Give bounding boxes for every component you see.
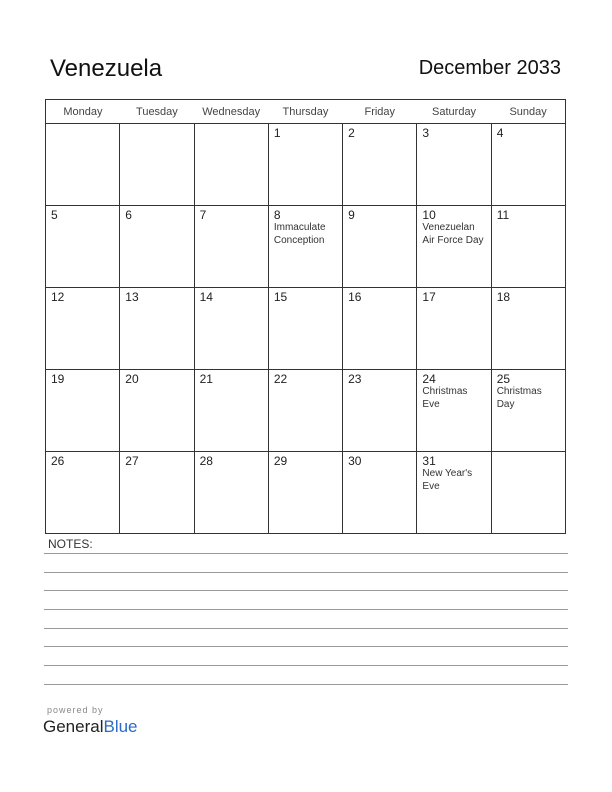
holiday-label: Christmas Eve — [422, 386, 468, 410]
day-cell — [46, 370, 120, 452]
notes-label: NOTES: — [48, 537, 93, 551]
day-number: 5 — [51, 208, 58, 222]
weekday-header-row — [46, 100, 566, 124]
weekday-wednesday: Wednesday — [194, 100, 268, 124]
day-cell — [417, 124, 491, 206]
generalblue-logo — [43, 717, 138, 737]
week-row — [46, 288, 566, 370]
day-number: 12 — [51, 290, 65, 304]
day-cell — [491, 370, 565, 452]
day-number: 24 — [422, 372, 436, 386]
note-line — [44, 665, 568, 666]
day-number: 8 — [273, 208, 281, 222]
note-line — [44, 628, 568, 629]
note-line — [44, 572, 568, 573]
day-number: 29 — [273, 454, 288, 468]
weekday-thursday: Thursday — [268, 100, 342, 124]
day-cell — [194, 370, 268, 452]
day-cell — [46, 124, 120, 206]
day-number: 17 — [422, 290, 436, 304]
day-cell — [417, 206, 491, 288]
day-cell — [194, 206, 268, 288]
day-number: 20 — [125, 372, 139, 386]
day-cell — [343, 452, 417, 534]
day-cell — [343, 124, 417, 206]
day-cell — [491, 206, 565, 288]
weekday-friday: Friday — [343, 100, 417, 124]
day-cell — [120, 288, 194, 370]
day-cell — [417, 288, 491, 370]
note-line — [44, 553, 568, 554]
week-row — [46, 452, 566, 534]
day-cell — [194, 124, 268, 206]
day-number: 23 — [348, 372, 362, 386]
day-cell — [491, 288, 565, 370]
day-number: 2 — [348, 126, 355, 140]
day-cell — [491, 452, 565, 534]
day-cell — [46, 206, 120, 288]
note-line — [44, 684, 568, 685]
day-cell — [120, 452, 194, 534]
day-cell — [268, 288, 342, 370]
note-line — [44, 590, 568, 591]
day-cell — [46, 452, 120, 534]
day-number: 16 — [348, 290, 362, 304]
day-number: 27 — [125, 454, 139, 468]
weekday-monday: Monday — [46, 100, 120, 124]
calendar-body — [46, 124, 566, 534]
day-number: 22 — [273, 372, 288, 386]
weekday-tuesday: Tuesday — [120, 100, 194, 124]
day-cell — [120, 124, 194, 206]
day-number: 30 — [348, 454, 362, 468]
note-line — [44, 646, 568, 647]
day-cell — [194, 288, 268, 370]
day-cell — [120, 370, 194, 452]
day-number: 14 — [199, 290, 213, 304]
day-number: 6 — [125, 208, 132, 222]
day-cell — [417, 452, 491, 534]
day-number: 28 — [199, 454, 213, 468]
holiday-label: Immaculate Conception — [273, 222, 326, 246]
day-number: 21 — [199, 372, 213, 386]
holiday-label: New Year's Eve — [422, 468, 473, 492]
day-cell — [491, 124, 565, 206]
week-row — [46, 124, 566, 206]
calendar-grid — [45, 99, 566, 534]
weekday-sunday: Sunday — [491, 100, 565, 124]
day-number: 31 — [422, 454, 436, 468]
day-number: 18 — [496, 290, 511, 304]
day-cell — [268, 370, 342, 452]
country-title: Venezuela — [50, 55, 163, 82]
powered-by-text: powered by — [47, 705, 104, 715]
day-number: 25 — [496, 372, 511, 386]
holiday-label: Venezuelan Air Force Day — [422, 222, 484, 246]
day-cell — [343, 370, 417, 452]
day-number: 3 — [422, 126, 430, 140]
day-cell — [268, 452, 342, 534]
day-number: 13 — [125, 290, 139, 304]
day-number: 9 — [348, 208, 355, 222]
day-cell — [194, 452, 268, 534]
day-cell — [46, 288, 120, 370]
day-number: 26 — [51, 454, 65, 468]
day-number: 15 — [273, 290, 288, 304]
brand-general: General — [43, 717, 104, 736]
day-cell — [417, 370, 491, 452]
day-number: 19 — [51, 372, 65, 386]
day-number: 4 — [496, 126, 504, 140]
week-row — [46, 206, 566, 288]
weekday-saturday: Saturday — [417, 100, 491, 124]
holiday-label: Christmas Day — [496, 386, 542, 410]
note-line — [44, 609, 568, 610]
day-number: 7 — [199, 208, 207, 222]
week-row — [46, 370, 566, 452]
day-cell — [268, 206, 342, 288]
day-cell — [268, 124, 342, 206]
month-title: December 2033 — [418, 57, 561, 79]
day-number: 1 — [273, 126, 281, 140]
day-number: 10 — [422, 208, 436, 222]
day-number: 11 — [496, 208, 510, 222]
brand-blue: Blue — [103, 717, 138, 736]
day-cell — [120, 206, 194, 288]
day-cell — [343, 206, 417, 288]
day-cell — [343, 288, 417, 370]
